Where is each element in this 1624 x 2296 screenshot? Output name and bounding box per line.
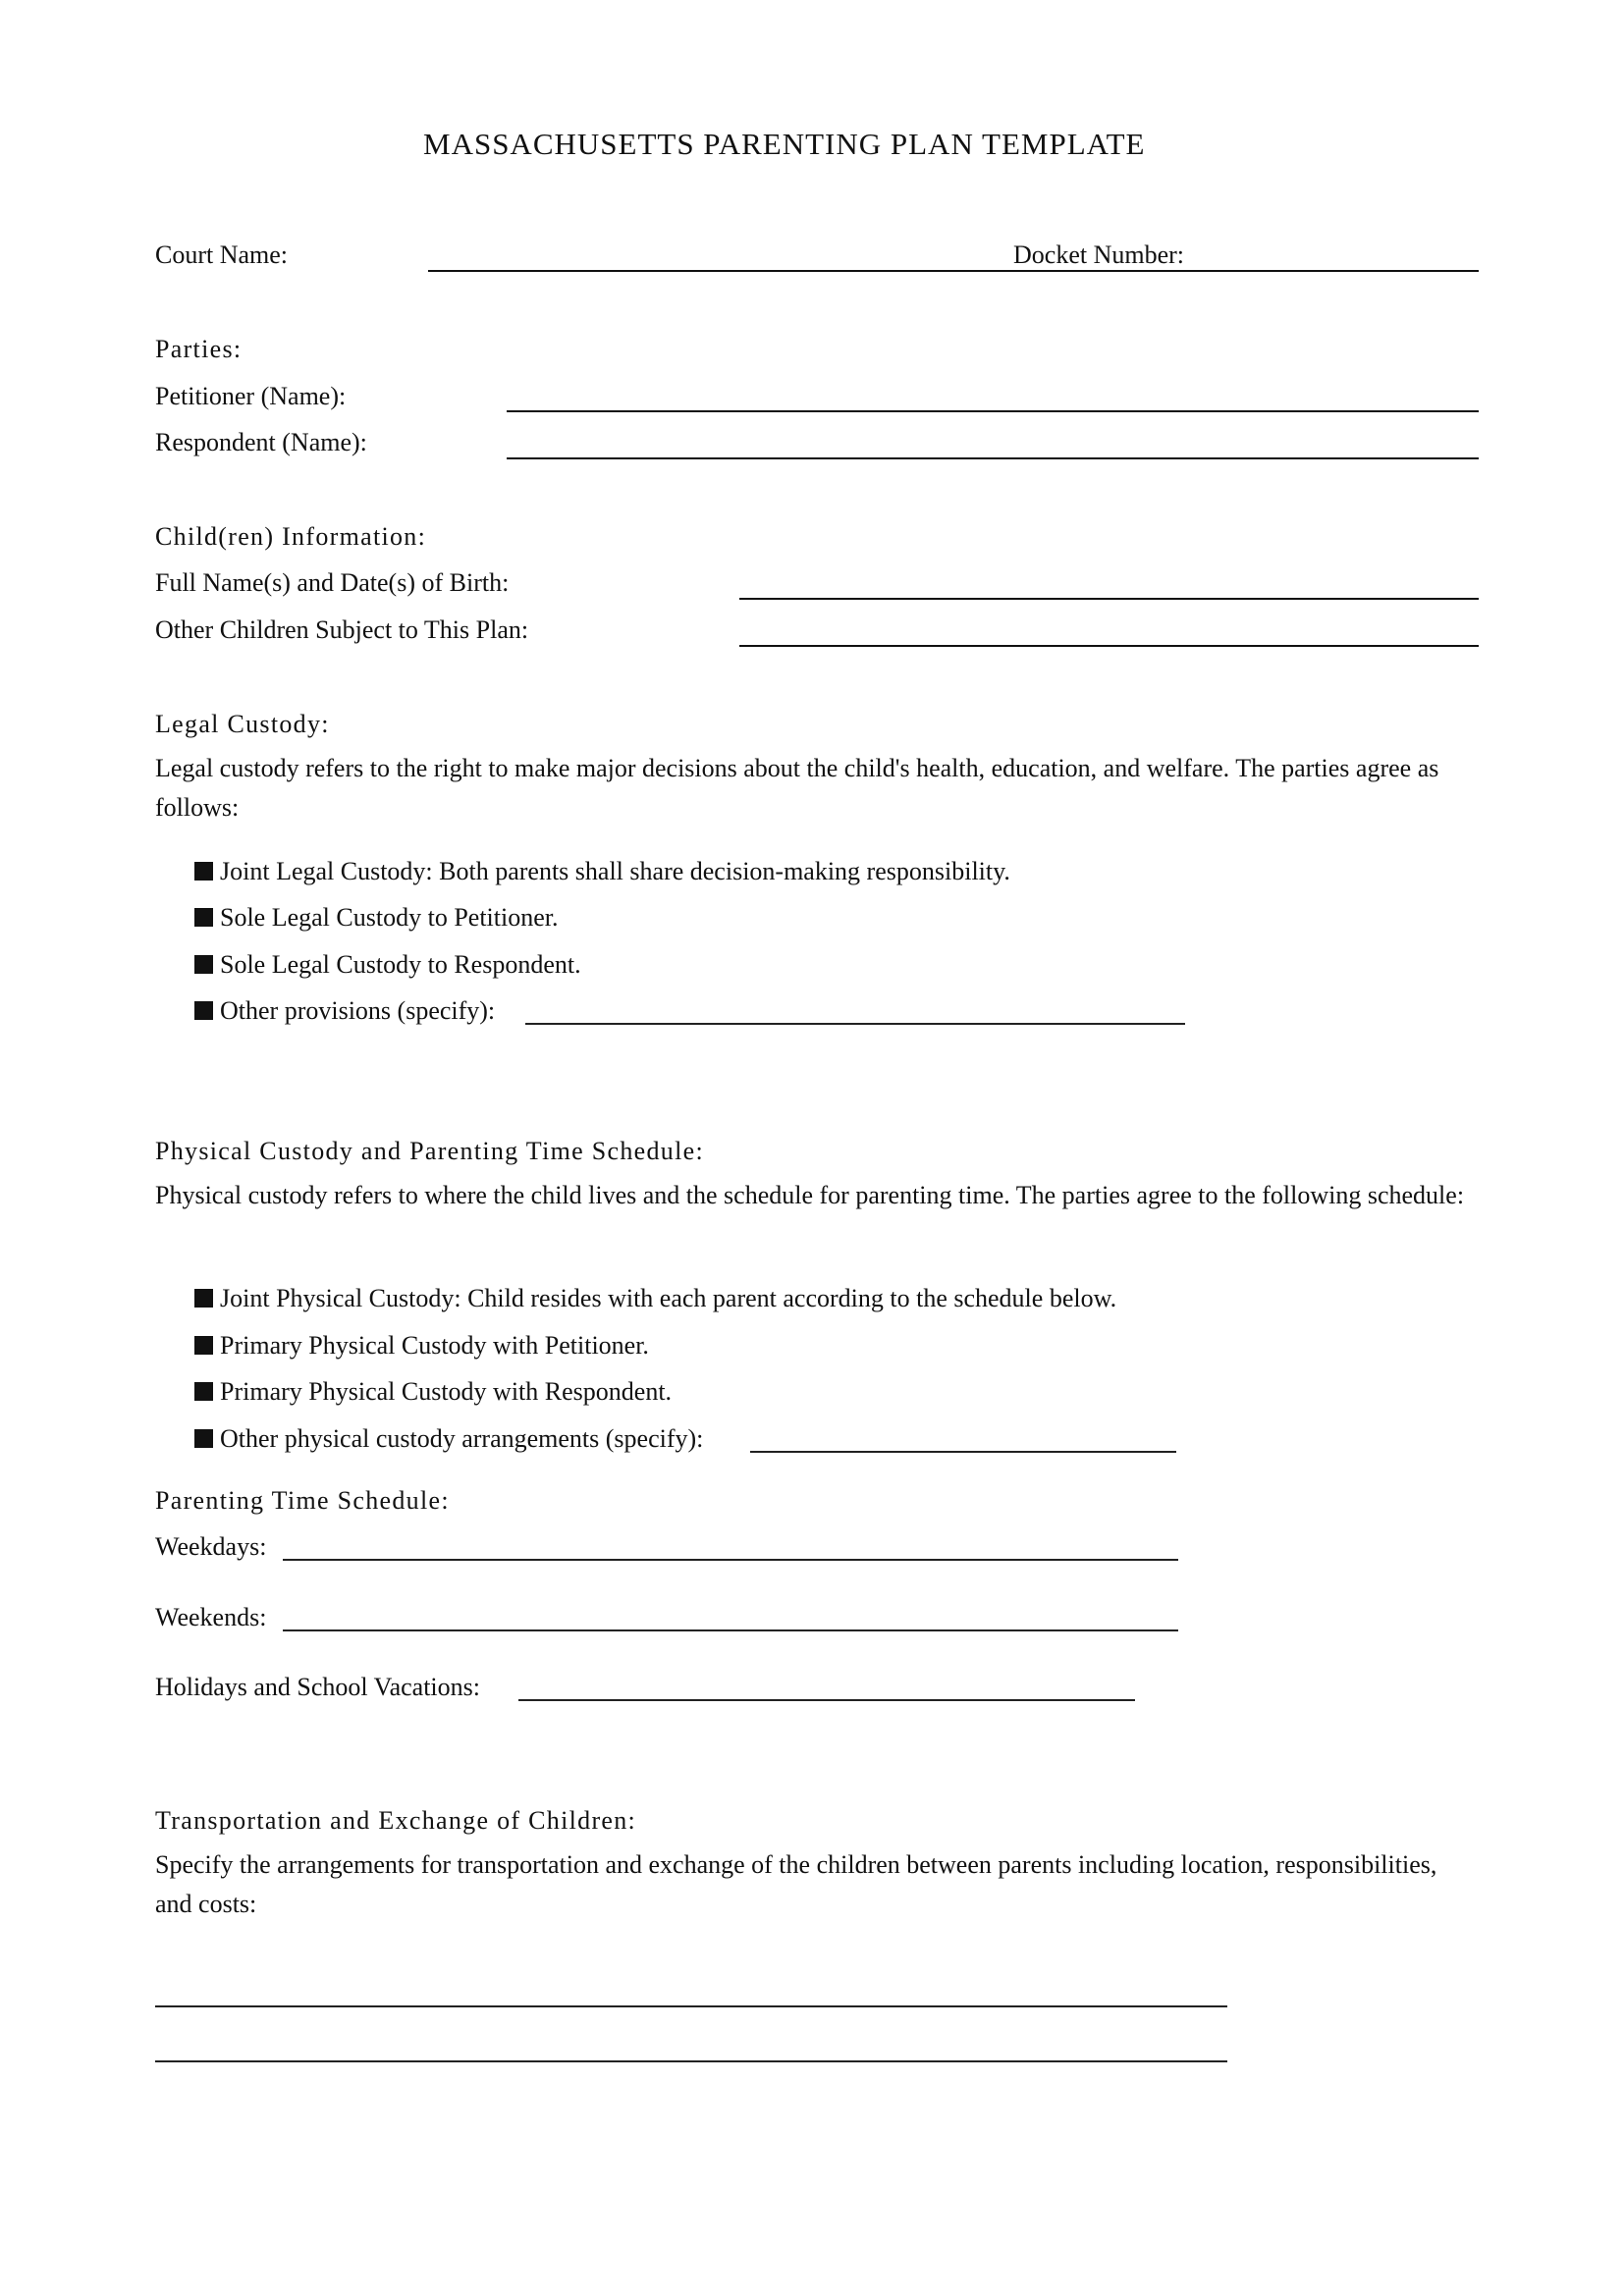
respondent-label: Respondent (Name): bbox=[155, 428, 367, 456]
legal-custody-heading: Legal Custody: bbox=[155, 710, 330, 738]
other-children-label: Other Children Subject to This Plan: bbox=[155, 615, 529, 644]
checkbox-square-icon[interactable] bbox=[194, 1382, 213, 1401]
checkbox-square-icon[interactable] bbox=[194, 1336, 213, 1355]
holidays-field[interactable] bbox=[518, 1699, 1135, 1701]
checkbox-square-icon[interactable] bbox=[194, 1001, 213, 1020]
physical-option-other[interactable] bbox=[194, 1426, 703, 1452]
checkbox-square-icon[interactable] bbox=[194, 908, 213, 927]
court-name-label: Court Name: bbox=[155, 240, 289, 269]
holidays-label: Holidays and School Vacations: bbox=[155, 1673, 480, 1701]
respondent-name-field[interactable] bbox=[507, 457, 1479, 459]
children-names-dob-field[interactable] bbox=[739, 598, 1479, 600]
physical-option-label: Primary Physical Custody with Petitioner. bbox=[220, 1331, 649, 1360]
checkbox-square-icon[interactable] bbox=[194, 955, 213, 974]
physical-other-arrangements-field[interactable] bbox=[750, 1451, 1176, 1453]
physical-custody-description: Physical custody refers to where the child lives and the schedule for parenting time. The parties agree to the following schedule: bbox=[155, 1181, 1465, 1209]
page-title: MASSACHUSETTS PARENTING PLAN TEMPLATE bbox=[423, 127, 1146, 161]
checkbox-square-icon[interactable] bbox=[194, 862, 213, 881]
legal-option-other[interactable] bbox=[194, 998, 495, 1024]
transportation-description: Specify the arrangements for transportation and exchange of the children between parents including location, responsibilities, and costs: bbox=[155, 1850, 1437, 1918]
weekdays-label: Weekdays: bbox=[155, 1532, 267, 1561]
weekends-field[interactable] bbox=[283, 1629, 1178, 1631]
checkbox-square-icon[interactable] bbox=[194, 1429, 213, 1448]
petitioner-name-field[interactable] bbox=[507, 410, 1479, 412]
legal-other-provisions-field[interactable] bbox=[525, 1023, 1185, 1025]
physical-option-primary-petitioner[interactable] bbox=[194, 1333, 649, 1359]
weekends-label: Weekends: bbox=[155, 1603, 267, 1631]
parties-heading: Parties: bbox=[155, 335, 243, 363]
physical-option-label: Joint Physical Custody: Child resides with each parent according to the schedule below. bbox=[220, 1284, 1117, 1312]
legal-option-label: Sole Legal Custody to Petitioner. bbox=[220, 903, 559, 932]
legal-option-sole-petitioner[interactable] bbox=[194, 905, 558, 931]
children-heading: Child(ren) Information: bbox=[155, 522, 427, 551]
legal-custody-description: Legal custody refers to the right to make major decisions about the child's health, education, and welfare. The parties agree as follows: bbox=[155, 754, 1439, 822]
legal-option-joint[interactable] bbox=[194, 859, 1010, 884]
weekdays-field[interactable] bbox=[283, 1559, 1178, 1561]
physical-option-joint[interactable] bbox=[194, 1286, 1116, 1311]
transportation-field-line-2[interactable] bbox=[155, 2060, 1227, 2062]
transportation-field-line-1[interactable] bbox=[155, 2005, 1227, 2007]
legal-option-sole-respondent[interactable] bbox=[194, 952, 581, 978]
physical-option-primary-respondent[interactable] bbox=[194, 1379, 672, 1405]
physical-option-label: Other physical custody arrangements (specify): bbox=[220, 1424, 704, 1453]
legal-option-label: Sole Legal Custody to Respondent. bbox=[220, 950, 581, 979]
checkbox-square-icon[interactable] bbox=[194, 1289, 213, 1308]
children-names-dob-label: Full Name(s) and Date(s) of Birth: bbox=[155, 568, 510, 597]
docket-number-label: Docket Number: bbox=[1013, 240, 1185, 269]
physical-custody-heading: Physical Custody and Parenting Time Schedule: bbox=[155, 1137, 704, 1165]
transportation-heading: Transportation and Exchange of Children: bbox=[155, 1806, 637, 1835]
legal-option-label: Other provisions (specify): bbox=[220, 996, 496, 1025]
physical-option-label: Primary Physical Custody with Respondent. bbox=[220, 1377, 673, 1406]
court-name-field[interactable] bbox=[428, 270, 1479, 272]
petitioner-label: Petitioner (Name): bbox=[155, 382, 347, 410]
schedule-heading: Parenting Time Schedule: bbox=[155, 1486, 450, 1515]
other-children-field[interactable] bbox=[739, 645, 1479, 647]
legal-option-label: Joint Legal Custody: Both parents shall share decision-making responsibility. bbox=[220, 857, 1010, 885]
